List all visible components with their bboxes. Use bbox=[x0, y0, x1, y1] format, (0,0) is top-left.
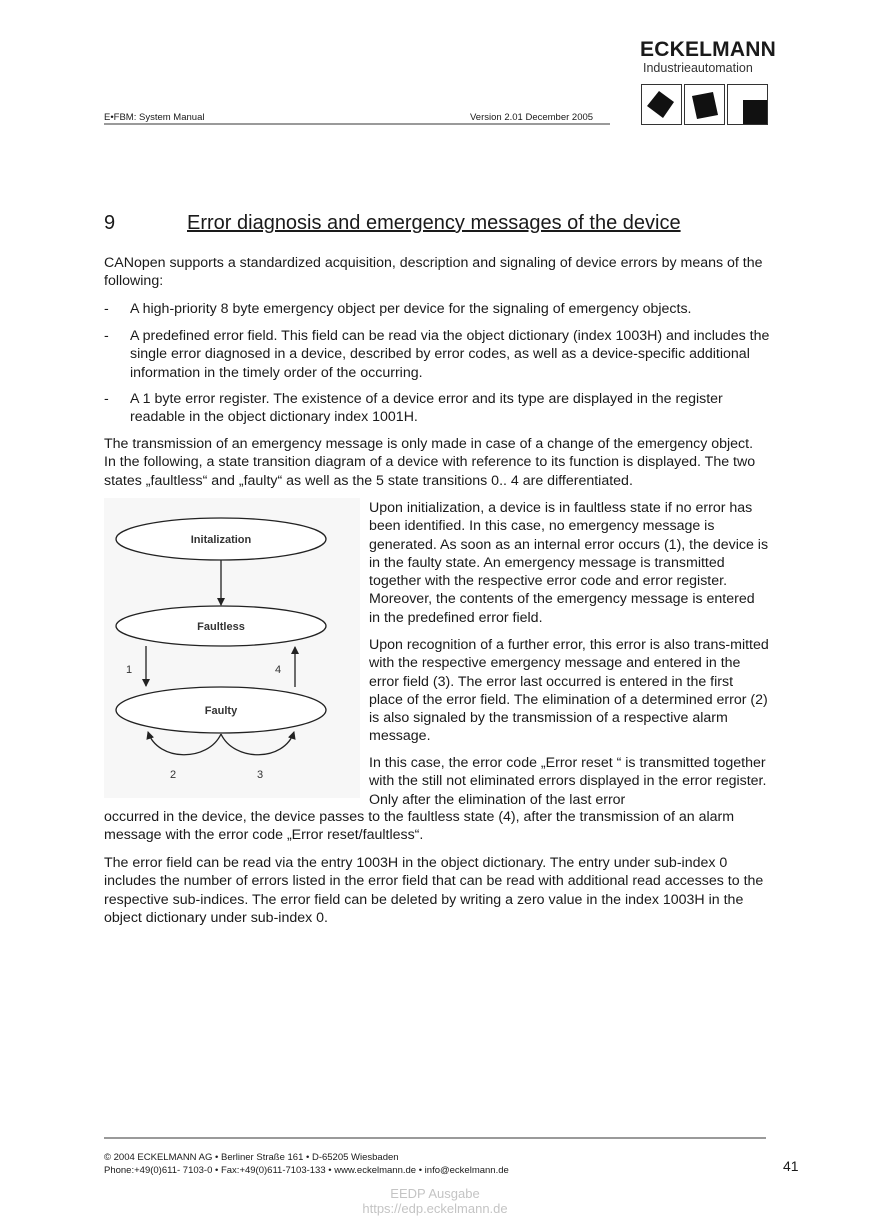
transition-label-2: 2 bbox=[169, 769, 177, 781]
state-faultless-label: Faultless bbox=[197, 621, 245, 633]
bullet-text: A predefined error field. This field can be read via the object dictionary (index 1003H) and includes the single error diagnosed in a device, described by error codes, as well as a device-specific additional information in the timely order of the occurring. bbox=[130, 328, 770, 381]
section-title: Error diagnosis and emergency messages of the device bbox=[187, 212, 681, 234]
bullet-dash: - bbox=[104, 391, 109, 407]
header-version: Version 2.01 December 2005 bbox=[470, 112, 594, 123]
state-initialization-label: Initalization bbox=[190, 534, 252, 546]
further-error-paragraph: Upon recognition of a further error, this error is also trans-mitted with the respective emergency message and entered in the error field (3). The error last occurred is entered in the first place of the error field. The elimination of a determined error (2) is also signaled by the transmission of a respective alarm message. bbox=[369, 637, 769, 745]
state-faulty-label: Faulty bbox=[204, 705, 238, 717]
initialization-paragraph: Upon initialization, a device is in faultless state if no error has been identified. In this case, no emergency message is generated. As soon as an internal error occurs (1), the device is in the faulty state. An emergency message is transmitted together with the respective error code and error register. Moreover, the contents of the emergency message is entered in the predefined error field. bbox=[369, 500, 769, 626]
page-number: 41 bbox=[783, 1158, 799, 1174]
watermark-title: EEDP Ausgabe bbox=[390, 1186, 480, 1201]
footer-contact: Phone:+49(0)611- 7103-0 • Fax:+49(0)611-7103-133 • www.eckelmann.de • info@eckelmann.de bbox=[104, 1165, 509, 1176]
brand-subtitle: Industrieautomation bbox=[643, 61, 753, 75]
error-field-paragraph: The error field can be read via the entry 1003H in the object dictionary. The entry under sub-index 0 includes the number of errors listed in the error field that can be read with additional read accesses to the respective sub-indices. The error field can be deleted by writing a zero value in the index 1003H in the object dictionary under sub-index 0. bbox=[104, 855, 764, 926]
bullet-text: A high-priority 8 byte emergency object per device for the signaling of emergency objects. bbox=[130, 301, 692, 317]
section-number: 9 bbox=[104, 212, 116, 234]
header-divider bbox=[104, 123, 610, 125]
eckelmann-logo-icon bbox=[641, 84, 769, 126]
bullet-dash: - bbox=[104, 301, 109, 317]
transition-label-3: 3 bbox=[256, 769, 264, 781]
bullet-text: A 1 byte error register. The existence of a device error and its type are displayed in the register readable in the object dictionary index 1001H. bbox=[130, 391, 723, 426]
error-reset-continuation: occurred in the device, the device passes to the faultless state (4), after the transmission of an alarm message with the error code „Error reset/faultless“. bbox=[104, 809, 735, 844]
brand-name: ECKELMANN bbox=[640, 38, 776, 61]
transmission-paragraph: The transmission of an emergency message is only made in case of a change of the emergency object. In the following, a state transition diagram of a device with reference to its function is displayed. The two states „faultless“ and „faulty“ as well as the 5 state transitions 0.. 4 are differentiated. bbox=[104, 436, 756, 489]
state-transition-diagram bbox=[104, 498, 360, 798]
footer-address: © 2004 ECKELMANN AG • Berliner Straße 161 • D-65205 Wiesbaden bbox=[104, 1152, 399, 1163]
transition-label-4: 4 bbox=[274, 664, 282, 676]
intro-paragraph: CANopen supports a standardized acquisition, description and signaling of device errors by means of the following: bbox=[104, 255, 763, 290]
error-reset-paragraph: In this case, the error code „Error reset “ is transmitted together with the still not eliminated errors displayed in the error register. Only after the elimination of the last error bbox=[369, 755, 767, 808]
watermark-url: https://edp.eckelmann.de bbox=[362, 1201, 508, 1216]
transition-label-1: 1 bbox=[125, 664, 133, 676]
footer-divider bbox=[104, 1137, 766, 1139]
header-document-title: E•FBM: System Manual bbox=[104, 112, 205, 123]
bullet-dash: - bbox=[104, 328, 109, 344]
